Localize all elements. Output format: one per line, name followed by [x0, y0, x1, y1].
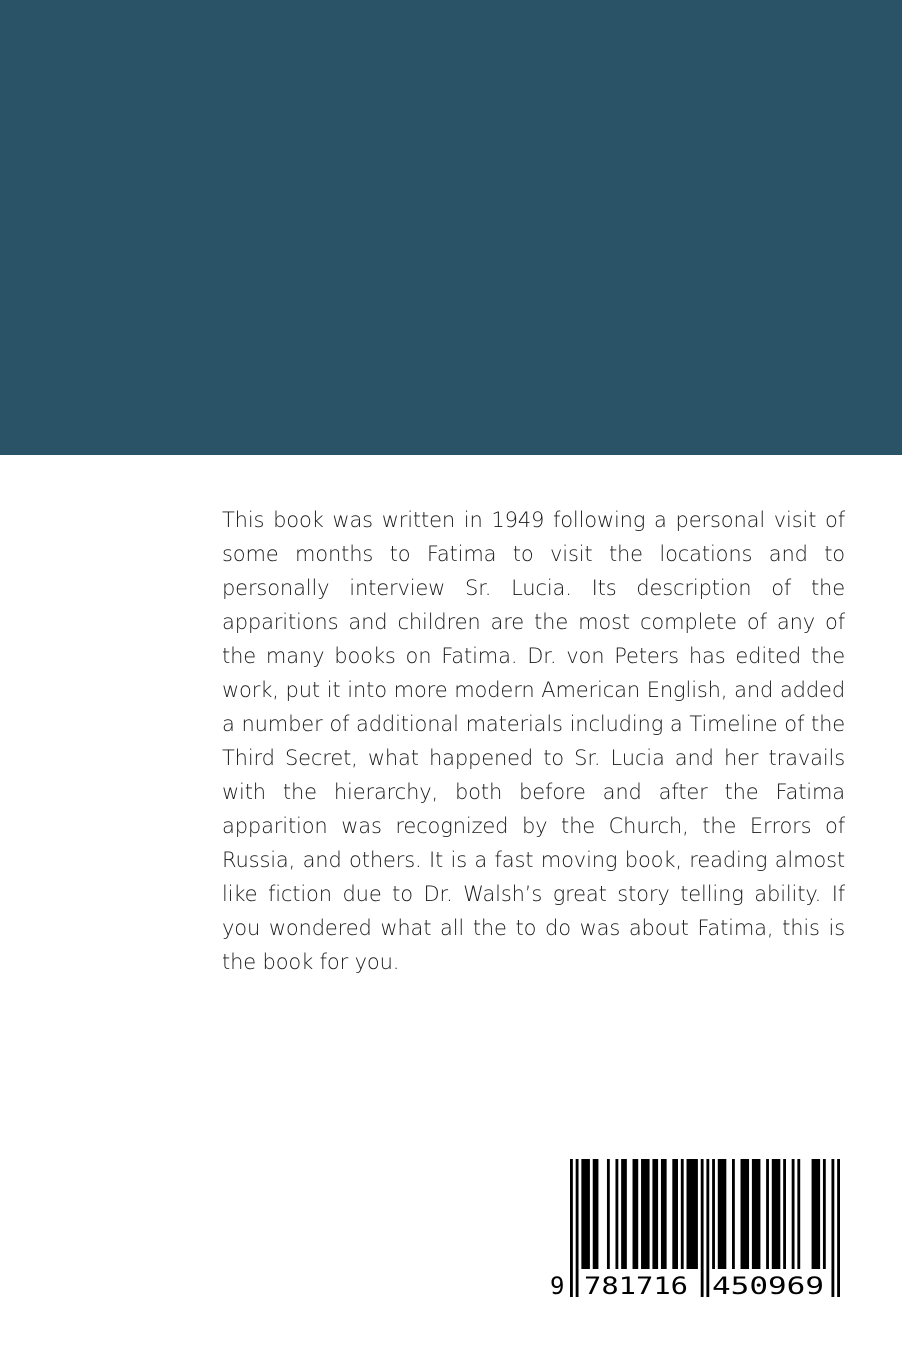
barcode-bar [772, 1159, 781, 1269]
barcode-guard-bar [831, 1159, 834, 1297]
barcode-bar [621, 1159, 627, 1269]
barcode-graphic [548, 1157, 844, 1303]
barcode-bar [633, 1159, 639, 1269]
barcode-bar [687, 1159, 698, 1269]
cover-color-band [0, 0, 902, 455]
barcode-bar [641, 1159, 650, 1269]
barcode-bar [672, 1159, 678, 1269]
barcode-bar [766, 1159, 769, 1269]
barcode-bar [593, 1159, 599, 1269]
barcode-bar [652, 1159, 658, 1269]
barcode-bar [741, 1159, 750, 1269]
barcode-bar [661, 1159, 667, 1269]
barcode-bar [797, 1159, 800, 1269]
barcode-bar [718, 1159, 727, 1269]
back-cover-blurb: This book was written in 1949 following a personal visit of some months to Fatima to visit the locations and to personally interview Sr. Lucia. Its description of the apparitions and children are the most complete of any of the many books on Fatima. Dr. von Peters has edited the work, put it into more modern American English, and added a number of additional materials including a Timeline of the Third Secret, what happened to Sr. Lucia and her travails with the hierarchy, both before and after the Fatima apparition was recognized by the Church, the Errors of Russia, and others. It is a fast moving book, reading almost like fiction due to Dr. Walsh’s great story telling ability. If you wondered what all the to do was about Fatima, this is the book for you. [222, 508, 845, 974]
barcode-bar [823, 1159, 826, 1269]
barcode-bar [581, 1159, 590, 1269]
barcode-bar [732, 1159, 735, 1269]
barcode-bar [615, 1159, 618, 1269]
barcode-bar [712, 1159, 715, 1269]
barcode-bar [607, 1159, 610, 1269]
barcode-bar [681, 1159, 684, 1269]
barcode-guard-bar [576, 1159, 579, 1297]
barcode-left-digits: 781716 [584, 1272, 688, 1300]
barcode-first-digit: 9 [550, 1272, 565, 1300]
barcode-right-digits: 450969 [712, 1272, 824, 1300]
barcode-guard-bar [837, 1159, 840, 1297]
barcode-guard-bar [706, 1159, 709, 1297]
barcode-bar [783, 1159, 786, 1269]
barcode-bar [792, 1159, 795, 1269]
barcode-bar [812, 1159, 821, 1269]
barcode-guard-bar [570, 1159, 573, 1297]
barcode-bar [752, 1159, 761, 1269]
barcode-guard-bar [701, 1159, 704, 1297]
isbn-barcode [548, 1157, 844, 1303]
